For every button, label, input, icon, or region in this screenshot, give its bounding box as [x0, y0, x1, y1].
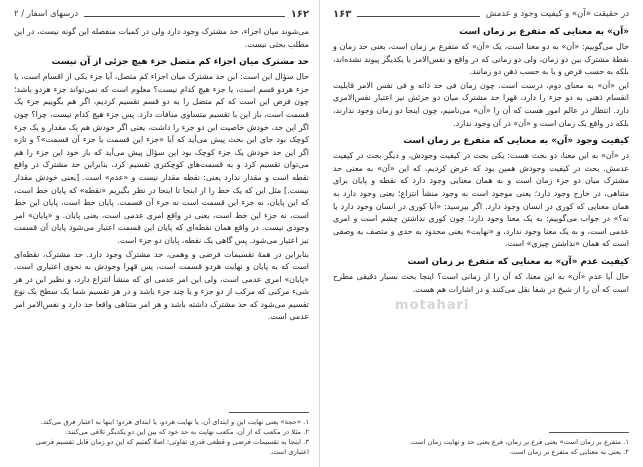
section-heading: «آن» به معنایی که متفرع بر زمان است [459, 27, 629, 37]
left-running-head [14, 8, 309, 20]
footnote: ۲. مثلا در مکعب که از آن، مکعب نهایت به حد خود که بین این دو یکدیگر تلاقی می‌کنند. [65, 428, 309, 436]
footnote: ۳. اینجا به تقسیمات فرضی و قطعی قدری تفاوتی؛ اصلا گفتیم که این دو زمان قابل تقسیم فرضی اعتباری است. [35, 438, 309, 456]
right-page-number: ۱۶۳ [333, 8, 352, 20]
right-body [333, 26, 629, 296]
left-running-title: درسهای اسفار / ۲ [14, 9, 79, 19]
right-page [321, 0, 643, 467]
right-footnotes [333, 432, 629, 457]
right-running-head [333, 8, 629, 20]
section-heading: کیفیت عدم «آن» به معنایی که متفرع بر زمان است [407, 256, 629, 267]
right-running-title: در حقیقت «آن» و کیفیت وجود و عدمش [485, 9, 629, 19]
left-footnotes [14, 412, 309, 457]
left-page-number: ۱۶۲ [290, 8, 309, 20]
watermark: motahari [395, 298, 470, 313]
paragraph: حال سؤال این است: این حد مشترک میان اجزاء کم متصل، آیا جزء یکی از اقسام است، یا جزء هردو قسم است، یا جزء هیچ کدام نیست؟ معلوم است که نمی‌تواند جزء هردو باشد؛ چون فرض این است که کم متصل را به دو قسم تقسیم کردیم، اگر هم بگوییم جزء یک قسمت است، باز این با تقسیم متساوی منافات دارد. پس جزء هیچ کدام نیست، چرا؟ چون اگر این حد، خودش خاصیت این دو جزء را داشت، یعنی اگر خودش هم یک مقدار و یک جزء کوچک بود جای این بحث پیش می‌آید که آیا «جزء این قسمت یا جزء آن قسمت»؟ و تازه اگر این حد خودش یک جزء کوچک بود این سؤال پیش می‌آید که باز خود این جزء را هم می‌توان تقسیم کرد و به قسمت‌های کوچکتری تقسیم کرد، بنابراین حد مشترک در واقع نقطه است و مقدار ندارد یعنی: نقطه مقدار نیست و «عدم» است. [یعنی خودش مقدار نیست.] مثل این که یک خط را از اینجا تا اینجا در نظر بگیریم «نقطه» که پایان خط است، که این پایان، نه جزء این قسمت است نه جزء آن قسمت. پایان خط است، پایان این خط است، نه جزء این خط است، یعنی در واقع امری عدمی است، یعنی پایان. و «پایان» امر وجودی نیست. در واقع همان نقطه‌ای که پایان این قسمت اعتبار می‌شود پایان آن قسمت نیز اعتبار می‌شود. پس گاهی یک نقطه، پایان دو جزء است. [14, 72, 309, 245]
footnote-rule [229, 412, 309, 413]
left-page [0, 0, 320, 467]
section-heading: کیفیت وجود «آن» به معنایی که متفرع بر زمان است [403, 136, 629, 147]
left-body [14, 26, 309, 324]
footnote: ۲. یعنی به معنایی که متفرع بر زمان است. [509, 448, 629, 456]
paragraph: این «آن» به معنای دوم، درست است. چون زمان فی حد ذاته و فی نفس الامر قابلیت انقسام ذهنی به دو جزء را دارد، قهرا حد مشترک میان دو جزئش نیز اعتبار نفس‌الامری دارد. انتظار در عالم امور هست که آن را «آن» می‌نامیم، چون اینجا دو زمان وجود ندارند، بلکه در واقع یک زمان است و «آن» در آن وجود ندارد. [333, 80, 629, 128]
footnote: ۱. متفرع بر زمان است» یعنی فرع بر زمان، فرع یعنی حد و نهایت زمان است. [408, 438, 629, 446]
section-heading: حد مشترک میان اجزاء کم متصل جزء هیچ جزئی از آن نیست [51, 57, 309, 68]
header-rule [84, 16, 284, 17]
footnote-rule [549, 432, 629, 433]
intro-paragraph: می‌شوند میان اجزاء، حد مشترک وجود دارد ولی در کمیات منفصله این گونه نیست، در این مطلب بحثی نیست. [14, 27, 309, 49]
paragraph: حال می‌گوییم: «آن» به دو معنا است، یک «آن» که متفرع بر زمان است، یعنی حد زمان و نقطهٔ مشترک بین دو زمان، ولی دو زمانی که در واقع و نفس‌الامر با یکدیگر پیوند نشده‌اند، بلکه به حسب فرض و یا به حسب ذهن دو زمانند. [333, 42, 629, 77]
footnote: ۱. «حجة» یعنی نهایت این و ابتدای آن، یا نهایت هردو، یا ابتدای هردو؛ اینها به اعتبار فرق می‌کند. [40, 418, 309, 426]
paragraph: در «آن» به این معنا، دو بحث هست: یکی بحث در کیفیت وجودش، و دیگر بحث در کیفیت عدمش. بحث در کیفیت وجودش همین بود که عرض کردیم، که این «آن» به معنی حد مشترک میان دو جزء زمان است و به همان معنایی وجود دارد که نقطه و پایان برای متناهی، در خارج وجود دارد؛ یعنی موجود است به وجود منشأ انتزاع؛ یعنی وجود دارد به همان معنایی که کوری در انسان وجود دارد. اگر بپرسید: «آیا کوری در انسان وجود دارد یا نه؟» در جواب می‌گوییم: به یک معنا وجود دارد؛ چون کوری نداشتن چشم است و امری عدمی است، و به یک معنا وجود ندارد، و «نهایت» یعنی محدود به حدی و متصف به وصفی است که همان «نداشتن چیزی» است. [333, 151, 629, 249]
header-rule [357, 16, 480, 17]
paragraph: بنابراین در همهٔ تقسیمات فرضی و وهمی، حد مشترک وجود دارد. حد مشترک، نقطه‌ای است که به پایان و نهایت هردو قسمت است، پس قهرا وجودش به نحوی اعتباری است. «پایان» امری عدمی است، ولی این امر عدمی ای که منشأ انتزاع دارد، و نظیر این در هر شیء مرکبی که مرکب از دو جزء و یا چند جزء باشد و در هر تقسیم شما یک سطح یک نوع تقسیم می‌شود که حد مشترک داشته باشد و هر امر متناهی واقعا حد دارد و نفس‌الامر امر عدمی است. [14, 249, 309, 322]
paragraph: حال آیا عدم «آن» به این معنا، که آن را از زمانی است؟ اینجا بحث بسیار دقیقی مطرح است که آن را از شیخ در شفا نقل می‌کنند و در اشارات هم هست. [333, 271, 629, 294]
